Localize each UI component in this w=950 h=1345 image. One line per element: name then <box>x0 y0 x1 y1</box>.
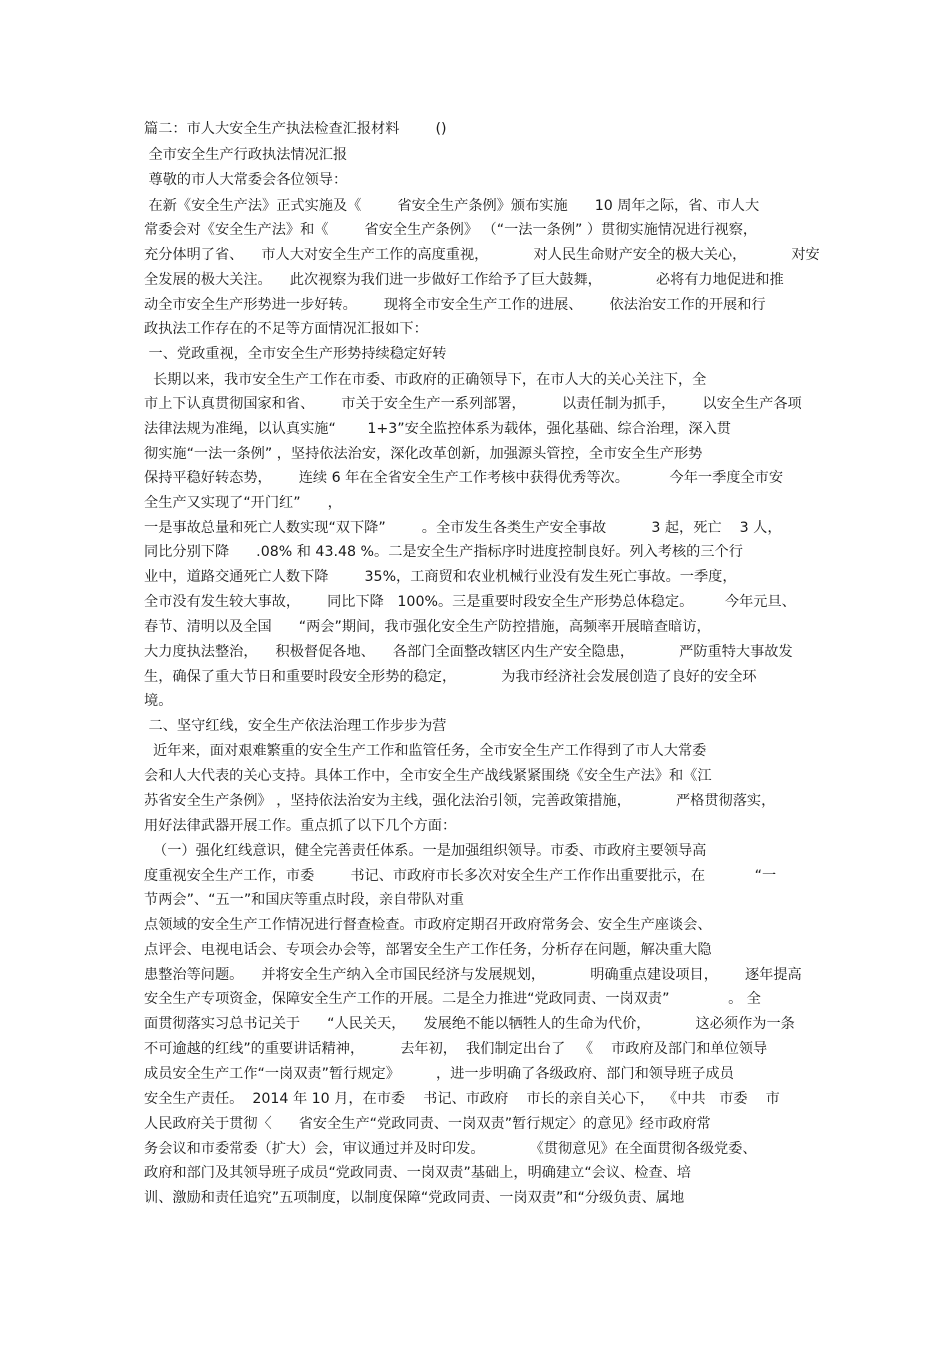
text-line: 安全生产责任。 2014 年 10 月，在市委 书记、市政府 市长的亲自关心下， 《中共 市委 市 <box>144 1091 780 1107</box>
text-line: 同比分别下降 .08% 和 43.48 %。二是安全生产指标序时进度控制良好。列入考核的三个行 <box>144 544 743 560</box>
text-line: 生，确保了重大节日和重要时段安全形势的稳定， 为我市经济社会发展创造了良好的安全环 <box>144 669 757 685</box>
text-line: 全发展的极大关注。 此次视察为我们进一步做好工作给予了巨大鼓舞， 必将有力地促进和推 <box>144 272 784 288</box>
text-line: 苏省安全生产条例》 ，坚持依法治安为主线，强化法治引领，完善政策措施， 严格贯彻落实， <box>144 793 776 809</box>
text-line: 患整治等问题。 并将安全生产纳入全市国民经济与发展规划， 明确重点建设项目， 逐年提高 <box>144 967 802 983</box>
text-line: 政执法工作存在的不足等方面情况汇报如下： <box>144 321 428 337</box>
text-line: 业中，道路交通死亡人数下降 35%，工商贸和农业机械行业没有发生死亡事故。一季度， <box>144 569 737 585</box>
section-heading: 二、坚守红线，安全生产依法治理工作步步为营 <box>144 718 447 734</box>
text-line: 在新《安全生产法》正式实施及《 省安全生产条例》颁布实施 10 周年之际，省、市人大 <box>144 198 760 214</box>
text-line: 法律法规为准绳，以认真实施“ 1+3”安全监控体系为载体，强化基础、综合治理，深入贯 <box>144 421 731 437</box>
text-line: 用好法律武器开展工作。重点抓了以下几个方面： <box>144 818 457 834</box>
text-line: 面贯彻落实习总书记关于 “人民关天， 发展绝不能以牺牲人的生命为代价， 这必须作为一条 <box>144 1016 795 1032</box>
text-line: 度重视安全生产工作，市委 书记、市政府市长多次对安全生产工作作出重要批示，在 “一 <box>144 868 777 884</box>
text-line: 近年来，面对艰难繁重的安全生产工作和监管任务，全市安全生产工作得到了市人大常委 <box>144 743 707 759</box>
text-line: 不可逾越的红线”的重要讲话精神， 去年初， 我们制定出台了 《 市政府及部门和单位领导 <box>144 1041 768 1057</box>
text-line: 训、激励和责任追究”五项制度，以制度保障“党政同责、一岗双责”和“分级负责、属地 <box>144 1190 685 1206</box>
text-line: 常委会对《安全生产法》和《 省安全生产条例》 （“一法一条例” ）贯彻实施情况进行视察， <box>144 222 758 238</box>
text-line: 动全市安全生产形势进一步好转。 现将全市安全生产工作的进展、 依法治安工作的开展和行 <box>144 297 766 313</box>
text-line: 长期以来，我市安全生产工作在市委、市政府的正确领导下，在市人大的关心关注下，全 <box>144 372 707 388</box>
text-line: 保持平稳好转态势， 连续 6 年在全省安全生产工作考核中获得优秀等次。 今年一季度全市安 <box>144 470 784 486</box>
text-line: 安全生产专项资金，保障安全生产工作的开展。二是全力推进“党政同责、一岗双责” 。 全 <box>144 991 761 1007</box>
text-line: 成员安全生产工作“一岗双责”暂行规定》 ，进一步明确了各级政府、部门和领导班子成员 <box>144 1066 734 1082</box>
text-line: 点评会、电视电话会、专项会办会等，部署安全生产工作任务，分析存在问题，解决重大隐 <box>144 942 712 958</box>
salutation: 尊敬的市人大常委会各位领导： <box>144 172 348 188</box>
text-line: 大力度执法整治， 积极督促各地、 各部门全面整改辖区内生产安全隐患， 严防重特大事故发 <box>144 644 793 660</box>
text-line: 全生产又实现了“开门红” ， <box>144 495 342 511</box>
text-line: 会和人大代表的关心支持。具体工作中，全市安全生产战线紧紧围绕《安全生产法》和《江 <box>144 768 712 784</box>
text-line: 境。 <box>144 693 173 709</box>
text-line: 人民政府关于贯彻〈 省安全生产“党政同责、一岗双责”暂行规定〉的意见》经市政府常 <box>144 1116 711 1132</box>
text-line: 点领域的安全生产工作情况进行督查检查。市政府定期召开政府常务会、安全生产座谈会、 <box>144 917 712 933</box>
text-line: （一）强化红线意识，健全完善责任体系。一是加强组织领导。市委、市政府主要领导高 <box>144 843 707 859</box>
text-line: 政府和部门及其领导班子成员“党政同责、一岗双责”基础上，明确建立“会议、检查、培 <box>144 1165 691 1181</box>
text-line: 彻实施“一法一条例” ，坚持依法治安，深化改革创新，加强源头管控，全市安全生产形势 <box>144 446 703 462</box>
text-line: 全市没有发生较大事故， 同比下降 100%。三是重要时段安全生产形势总体稳定。 今年元旦、 <box>144 594 796 610</box>
text-line: 一是事故总量和死亡人数实现“双下降” 。全市发生各类生产安全事故 3 起，死亡 3 人， <box>144 520 782 536</box>
text-line: 春节、清明以及全国 “两会”期间，我市强化安全生产防控措施，高频率开展暗查暗访， <box>144 619 711 635</box>
text-line: 务会议和市委常委（扩大）会，审议通过并及时印发。 《贯彻意见》在全面贯彻各级党委、 <box>144 1141 757 1157</box>
report-title: 全市安全生产行政执法情况汇报 <box>144 147 348 163</box>
section-heading: 一、党政重视，全市安全生产形势持续稳定好转 <box>144 346 447 362</box>
text-line: 节两会”、“五一”和国庆等重点时段，亲自带队对重 <box>144 892 464 908</box>
text-line: 市上下认真贯彻国家和省、 市关于安全生产一系列部署， 以责任制为抓手， 以安全生产各项 <box>144 396 802 412</box>
doc-heading: 篇二：市人大安全生产执法检查汇报材料 () <box>144 121 447 137</box>
text-line: 充分体明了省、 市人大对安全生产工作的高度重视， 对人民生命财产安全的极大关心， 对安 <box>144 247 820 263</box>
